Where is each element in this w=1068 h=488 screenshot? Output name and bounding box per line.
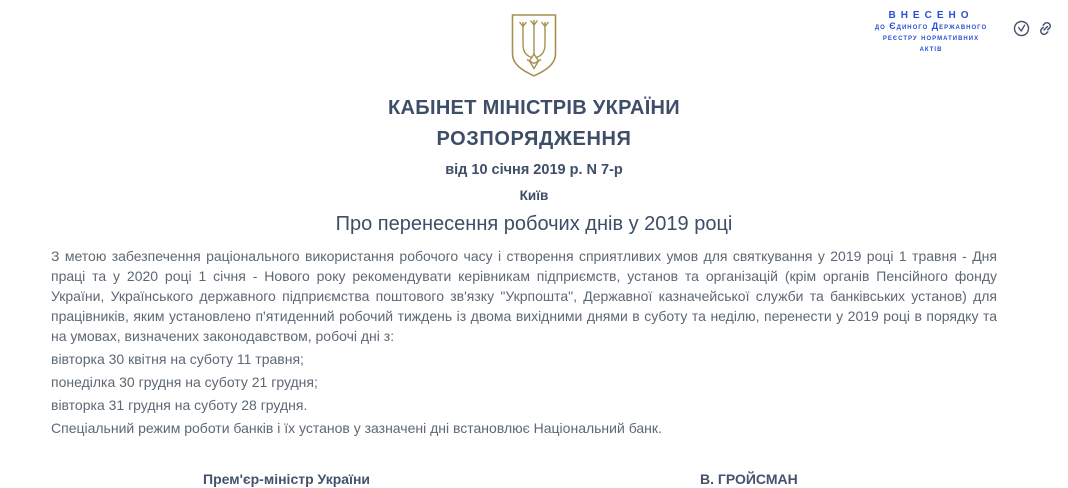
signer-name: В. ГРОЙСМАН (700, 471, 798, 487)
registry-stamp-line: до Єдиного Державного (874, 21, 988, 31)
link-icon[interactable] (1036, 19, 1055, 38)
registry-stamp-line: ВНЕСЕНО (888, 10, 974, 21)
list-item: понеділка 30 грудня на суботу 21 грудня; (51, 374, 318, 390)
registry-stamp (853, 10, 1009, 54)
document-type: РОЗПОРЯДЖЕННЯ (436, 128, 632, 150)
signer-title: Прем'єр-міністр України (203, 471, 371, 487)
issuing-authority: КАБІНЕТ МІНІСТРІВ УКРАЇНИ (388, 97, 680, 119)
document-date-number: від 10 січня 2019 р. N 7-р (445, 162, 623, 178)
document-actions (1013, 19, 1055, 38)
list-item: вівторка 31 грудня на суботу 28 грудня. (51, 397, 308, 413)
ukraine-trident-emblem-icon (509, 13, 559, 83)
document-body (51, 246, 997, 488)
page-title: Про перенесення робочих днів у 2019 році (335, 213, 733, 235)
issue-city: Київ (519, 188, 549, 203)
registry-stamp-line: актів (919, 43, 943, 53)
list-item: вівторка 30 квітня на суботу 11 травня; (51, 351, 304, 367)
registry-stamp-line: реєстру нормативних (882, 32, 980, 42)
signature-block (51, 470, 997, 488)
body-paragraph: Спеціальний режим роботи банків і їх установ у зазначені дні встановлює Національний банк. (51, 420, 662, 436)
body-paragraph: З метою забезпечення раціонального використання робочого часу і створення сприятливих умов для святкування у 2019 році 1 травня - Дня праці та у 2020 році 1 січня - Нового року рекомендувати керівникам підприємств, установ та організацій (крім органів Пенсійного фонду України, Українського державного підприємства поштового зв'язку "Укрпошта", Державної казначейської служби та банківських установ) для працівників, яким установлено п'ятиденний робочий тиждень із двома вихідними днями в суботу та неділю, перенести у 2019 році в порядку та на умовах, визначених законодавством, робочі дні з: (51, 248, 997, 344)
check-circle-icon[interactable] (1013, 20, 1030, 37)
